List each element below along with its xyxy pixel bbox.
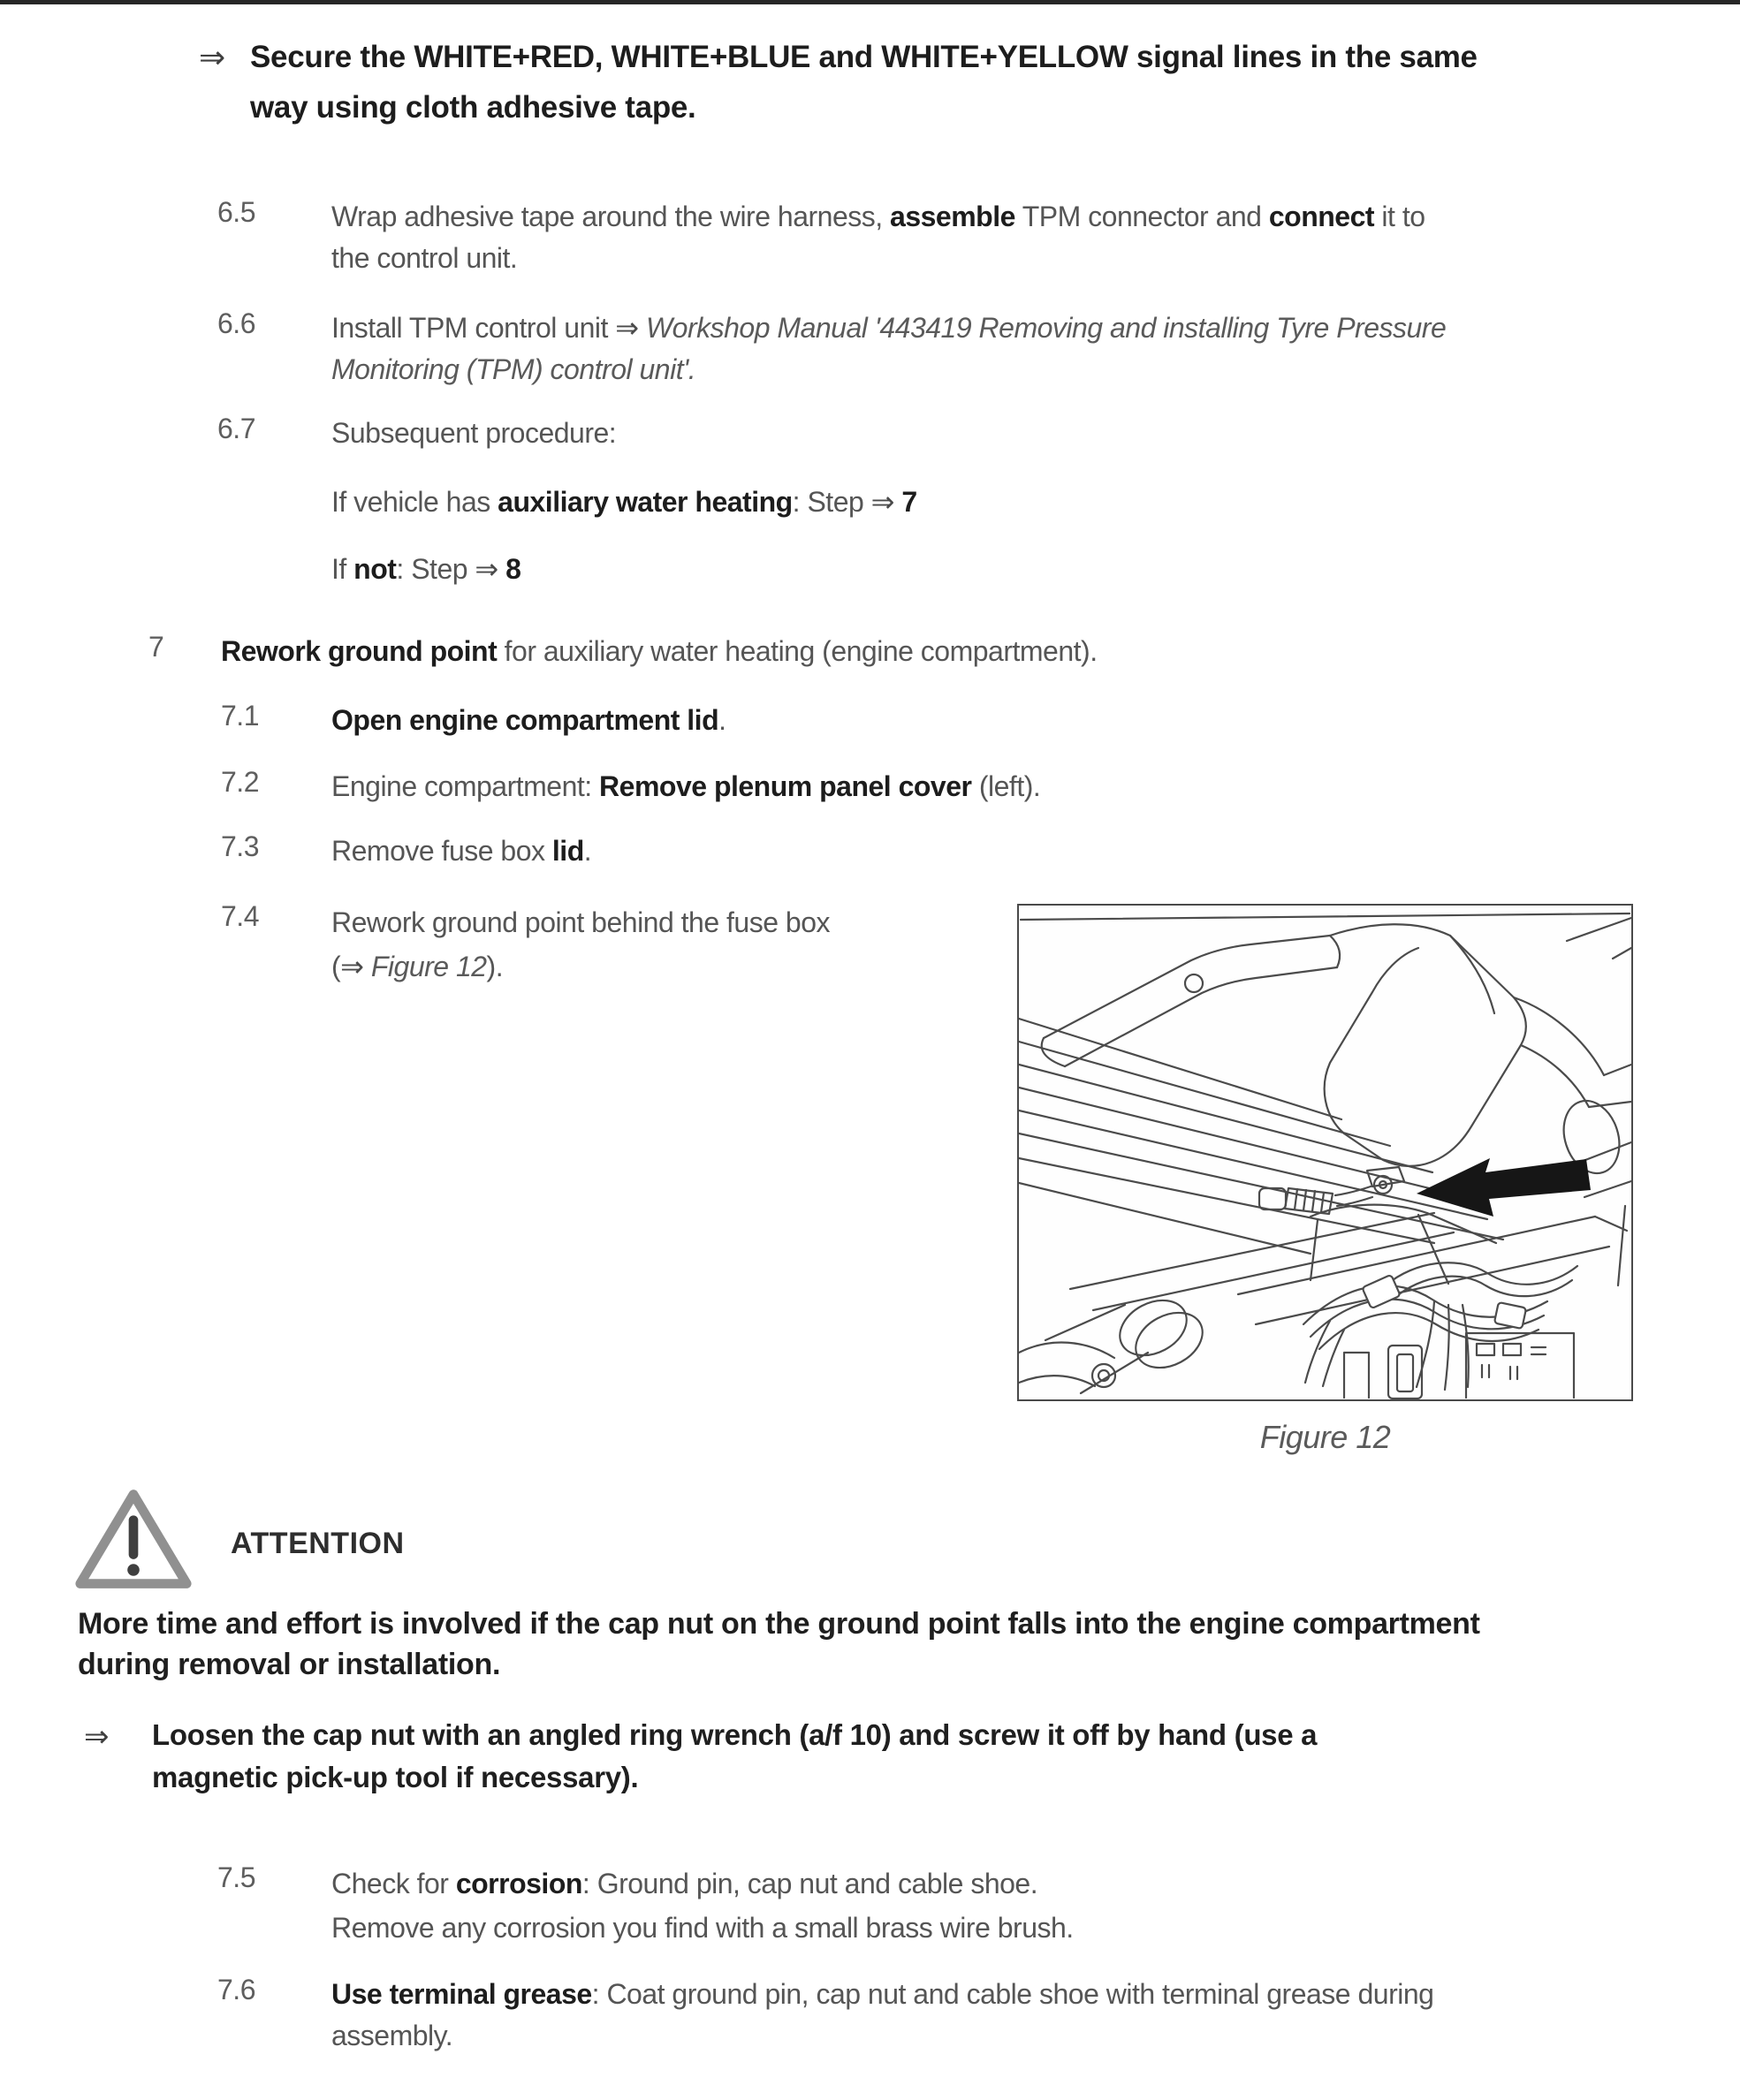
text-run: . — [583, 835, 592, 867]
text-run: Use terminal grease — [331, 1978, 592, 2010]
text-run: for auxiliary water heating (engine compartment). — [497, 635, 1098, 667]
text-run: : Ground pin, cap nut and cable shoe. — [581, 1868, 1038, 1899]
step-7-2-text — [331, 766, 1040, 807]
text-run: Check for — [331, 1868, 456, 1899]
note-secure-signal-lines — [250, 32, 1478, 133]
step-number: 7.4 — [221, 900, 259, 932]
step-7-4-text — [331, 900, 830, 989]
text-run: Remove plenum panel cover — [599, 770, 972, 802]
text-run: connect — [1268, 201, 1375, 232]
attention-body — [78, 1603, 1480, 1685]
text-run: : Step — [792, 486, 871, 518]
text-run: ( — [331, 951, 341, 982]
text-run: Rework ground point behind the fuse box — [331, 906, 830, 938]
text-run: Wrap adhesive tape around the wire harness, — [331, 201, 891, 232]
text-run: Engine compartment: — [331, 770, 600, 802]
step-6-7-text — [331, 413, 616, 454]
text-run: the control unit. — [331, 242, 518, 274]
step-number: 6.7 — [217, 413, 255, 444]
text-run: : Step — [396, 553, 475, 585]
step-number: 7 — [148, 631, 164, 663]
step-7-5-text — [331, 1861, 1074, 1950]
text-run: corrosion — [455, 1868, 582, 1899]
step-7-1-text — [331, 700, 726, 741]
text-run: More time and effort is involved if the cap nut on the ground point falls into the engine compartment — [78, 1607, 1480, 1641]
text-run: auxiliary water heating — [498, 486, 793, 518]
warning-triangle-icon — [73, 1487, 194, 1593]
text-run: assembly. — [331, 2020, 453, 2051]
scan-edge-artifact — [0, 0, 1740, 4]
figure-reference: Figure 12 — [370, 951, 487, 982]
figure-caption: Figure 12 — [1259, 1419, 1391, 1455]
text-run: way using cloth adhesive tape. — [250, 90, 696, 125]
text-run: . — [718, 704, 726, 736]
text-run: magnetic pick-up tool if necessary). — [152, 1761, 639, 1793]
condition-auxiliary-heating — [331, 481, 917, 523]
text-run: Loosen the cap nut with an angled ring wrench (a/f 10) and screw it off by hand (use a — [152, 1718, 1318, 1751]
step-6-6-text — [331, 307, 1446, 390]
text-run: Open engine compartment lid — [331, 704, 719, 736]
text-run: If — [331, 553, 354, 585]
text-run: assemble — [890, 201, 1015, 232]
pointer-arrow — [1417, 1158, 1591, 1217]
text-run: (left). — [971, 770, 1041, 802]
step-number: 7.1 — [221, 700, 259, 732]
arrow-glyph: ⇒ — [199, 39, 226, 75]
step-reference: 7 — [901, 486, 917, 518]
arrow-glyph: ⇒ — [870, 486, 902, 518]
text-run: TPM connector and — [1014, 201, 1269, 232]
text-run: Secure the WHITE+RED, WHITE+BLUE and WHITE+YELLOW signal lines in the same — [250, 40, 1478, 74]
text-run: If vehicle has — [331, 486, 498, 518]
step-number: 6.6 — [217, 307, 255, 339]
attention-heading: ATTENTION — [231, 1527, 405, 1560]
arrow-icon — [84, 1719, 110, 1755]
text-run: Workshop Manual '443419 Removing and installing Tyre Pressure — [645, 312, 1447, 344]
text-run: not — [353, 553, 397, 585]
condition-not — [331, 549, 520, 590]
step-number: 7.3 — [221, 830, 259, 862]
step-reference: 8 — [505, 553, 521, 585]
step-7-6-text — [331, 1974, 1433, 2057]
text-run: it to — [1374, 201, 1425, 232]
text-run: during removal or installation. — [78, 1648, 501, 1681]
figure-12-illustration — [1019, 906, 1631, 1399]
text-run: Rework ground point — [221, 635, 498, 667]
step-number: 6.5 — [217, 196, 255, 228]
note-loosen-cap-nut — [152, 1714, 1317, 1799]
text-run: Remove fuse box — [331, 835, 552, 867]
text-run: Install TPM control unit — [331, 312, 616, 344]
arrow-glyph: ⇒ — [84, 1720, 110, 1754]
text-run: : Coat ground pin, cap nut and cable shoe with terminal grease during — [591, 1978, 1434, 2010]
arrow-icon — [199, 39, 225, 76]
text-run: Monitoring (TPM) control unit'. — [331, 353, 696, 385]
step-number: 7.5 — [217, 1861, 255, 1893]
arrow-glyph: ⇒ — [475, 553, 506, 585]
text-run: lid — [551, 835, 584, 867]
figure-12 — [1017, 904, 1633, 1401]
step-7-3-text — [331, 830, 591, 872]
step-7-text — [221, 631, 1098, 672]
step-number: 7.2 — [221, 766, 259, 798]
arrow-glyph: ⇒ — [615, 312, 646, 344]
text-run: ). — [486, 951, 504, 982]
text-run: Remove any corrosion you find with a small brass wire brush. — [331, 1912, 1074, 1944]
step-number: 7.6 — [217, 1974, 255, 2005]
text-run: Subsequent procedure: — [331, 417, 617, 449]
arrow-glyph: ⇒ — [340, 951, 371, 982]
step-6-5-text — [331, 196, 1425, 279]
